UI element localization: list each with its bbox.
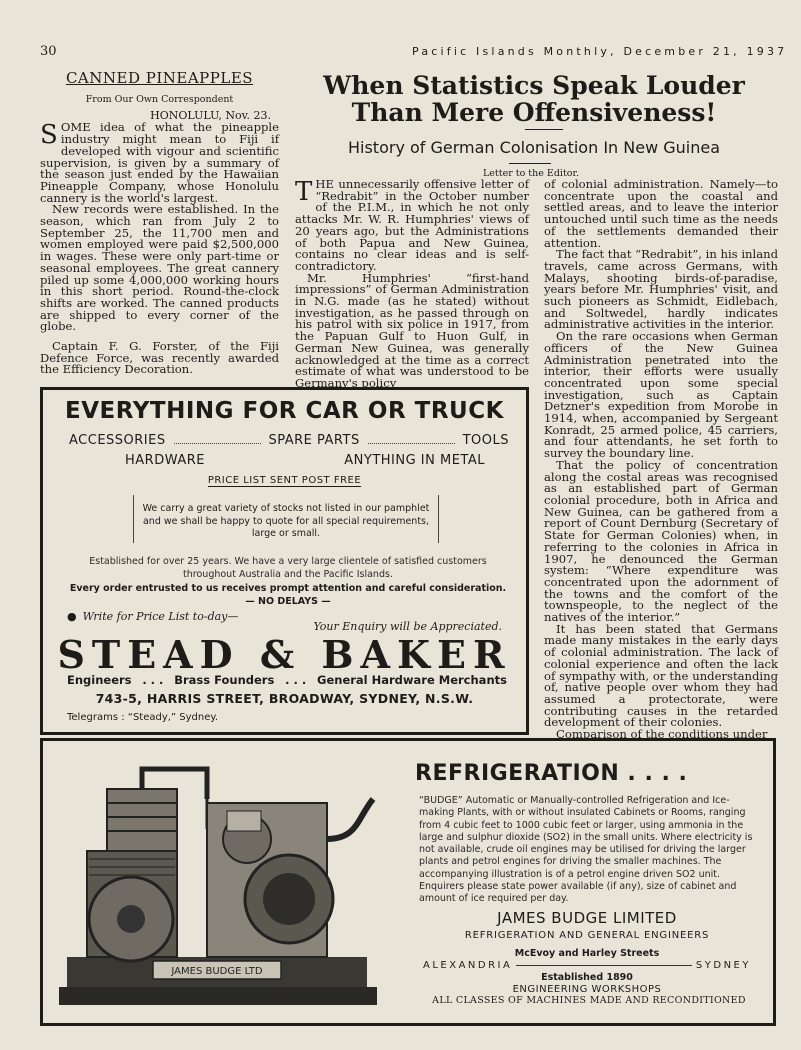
article-paragraph-4: The fact that “Redrabit”, in his inland travels, came across Germans, with Malays, shooting birds-of-paradise, years before Mr. Humphries' visit, and such pioneers as Schmidt, Eidlebach, and Soltwedel, hardly indicates administrative activities in the interior.: [544, 247, 779, 332]
brass-label: Brass Founders: [174, 673, 275, 687]
article-column-2: [544, 179, 778, 741]
stead-baker-ad: [40, 387, 529, 735]
appreciated-line: Your Enquiry will be Appreciated.: [313, 620, 502, 633]
metal-label: ANYTHING IN METAL: [344, 453, 485, 468]
page-number: 30: [40, 44, 57, 59]
ad-product-line-1: [69, 433, 509, 448]
budge-blurb: “BUDGE” Automatic or Manually-controlled Refrigeration and Ice-making Plants, with or without insulated Cabinets or Rooms, ranging from 4 cubic feet to 1000 cubic feet or larger, using ammonia in the large and sulphur dioxide (SO2) in the small units. Where electricity is not available, crude oil engines may be utilised for driving the larger plants and petrol engines for driving the smaller machines. The accompanying illustration is of a petrol engine driven SO2 unit. Enquirers please state power available (if any), size of cabinet and amount of ice required per day.: [419, 795, 753, 905]
no-delays-line: — NO DELAYS —: [245, 595, 331, 607]
ad-headline: EVERYTHING FOR CAR OR TRUCK: [65, 398, 504, 424]
location-line: [419, 960, 755, 971]
accessories-label: ACCESSORIES: [69, 433, 166, 448]
title-rule: [525, 129, 563, 130]
leader-dots: [174, 433, 261, 444]
company-name: JAMES BUDGE LIMITED: [497, 909, 677, 927]
drop-cap: T: [295, 177, 313, 207]
article-title: When Statistics Speak Louder Than Mere Offensiveness!: [323, 71, 745, 127]
masthead: Pacific Islands Monthly, December 21, 1937: [412, 45, 788, 58]
ellipsis: . . .: [142, 673, 164, 687]
hardware-label: HARDWARE: [125, 453, 205, 468]
write-line: ● Write for Price List to-day—: [67, 610, 239, 623]
article-paragraph-7: It has been stated that Germans made many mistakes in the early days of colonial administration. The lack of colonial experience and often the lack of sympathy with, or the understanding of, native people over whom they had assumed a protectorate, were contributing causes in the retarded development of their colonies.: [544, 621, 778, 730]
bullet-icon: ●: [67, 610, 77, 623]
ellipsis: . . .: [285, 673, 307, 687]
spare-parts-label: SPARE PARTS: [268, 433, 360, 448]
engineers-label: Engineers: [67, 673, 132, 687]
pineapples-paragraph-2: New records were established. In the season, which ran from July 2 to September 25, the 11,700 men and women employed were paid $2,500,000 in wages. These were only part-time or seasonal employees. The great cannery piled up some 4,000,000 working hours in this short period. Round-the-clock shifts are worked. The canned products are shipped to every corner of the globe.: [40, 202, 279, 334]
location-dash: [516, 965, 692, 966]
merchants-label: General Hardware Merchants: [317, 673, 507, 687]
article-paragraph-5: On the rare occasions when German officers of the New Guinea Administration penetrated into the interior, their efforts were usually concentrated upon some special investigation, such as Captain Detzner's expedition from Morobe in 1914, when, accompanied by Sergeant Konradt, 25 armed police, 45 carriers, and four attendants, he set forth to survey the boundary line.: [544, 329, 778, 461]
stead-baker-name: STEAD & BAKER: [57, 632, 512, 677]
trades-line: [67, 673, 507, 687]
alexandria-label: ALEXANDRIA: [423, 960, 513, 971]
article-paragraph-2: Mr. Humphries' “first-hand impressions” of German Administration in N.G. made (as he stated) without investigation, as he passed through on his patrol with six police in 1917, from the Papuan Gulf to Huon Gulf, in German New Guinea, was generally acknowledged at the time as a correct estimate of what was understood to be Germany's policy: [295, 270, 529, 390]
stocks-box: We carry a great variety of stocks not listed in our pamphlet and we shall be happy to quote for all special requirements, large or small.: [133, 495, 439, 543]
correspondent-line: From Our Own Correspondent: [85, 94, 234, 105]
established-line: Established 1890: [541, 972, 633, 983]
streets-line: McEvoy and Harley Streets: [514, 948, 660, 959]
engineers-line: REFRIGERATION AND GENERAL ENGINEERS: [464, 930, 710, 941]
article-column-1: [295, 179, 529, 390]
leader-dots: [368, 433, 455, 444]
ad-product-line-2: [125, 453, 485, 468]
article-subtitle: History of German Colonisation In New Guinea: [347, 138, 721, 157]
article-paragraph-1: THE unnecessarily offensive letter of “Redrabit” in the October number of the P.I.M., in which he not only attacks Mr. W. R. Humphries' views of 20 years ago, but the Administrations of both Papua and New Guinea, contains no clear ideas and is self-contradictory.: [295, 177, 529, 273]
tools-label: TOOLS: [462, 433, 510, 448]
every-order-line: Every order entrusted to us receives prompt attention and careful consideration.: [69, 583, 507, 594]
letter-label: Letter to the Editor.: [483, 168, 579, 179]
article-paragraph-8: Comparison of the conditions under: [556, 727, 768, 742]
drop-cap: S: [40, 120, 58, 151]
every-order-text: [63, 583, 513, 608]
subtitle-rule: [509, 163, 551, 164]
nameplate-text: JAMES BUDGE LTD: [171, 966, 263, 977]
workshops-line: ENGINEERING WORKSHOPS: [512, 984, 662, 995]
pineapples-column: [40, 70, 279, 376]
established-text: Established for over 25 years. We have a very large clientele of satisfied customers throughout Australia and the Pacific Islands.: [89, 556, 487, 580]
refrigeration-unit-illustration: [57, 759, 383, 1014]
address-line: 743-5, HARRIS STREET, BROADWAY, SYDNEY, N.S.W.: [95, 691, 474, 706]
pineapples-paragraph-1: SOME idea of what the pineapple industry might mean to Fiji if developed with vigour and scientific supervision, is given by a summary of the season just ended by the Hawaiian Pineapple Company, whose Honolulu cannery is the world's largest.: [40, 120, 279, 205]
dateline: HONOLULU, Nov. 23.: [150, 108, 271, 122]
forster-note: Captain F. G. Forster, of the Fiji Defence Force, was recently awarded the Efficiency Decoration.: [40, 339, 279, 377]
telegrams-line: Telegrams : “Steady,” Sydney.: [67, 712, 219, 723]
article-paragraph-3: of colonial administration. Namely—to concentrate upon the coastal and settled areas, and to leave the interior untouched until such time as the needs of the settlements demanded their attention.: [544, 177, 778, 250]
price-list-line: PRICE LIST SENT POST FREE: [207, 475, 362, 486]
all-classes-line: ALL CLASSES OF MACHINES MADE AND RECONDITIONED: [432, 995, 746, 1006]
pineapples-heading: CANNED PINEAPPLES: [65, 69, 254, 87]
article-paragraph-6: That the policy of concentration along the costal areas was recognised as an established part of German colonial procedure, both in Africa and New Guinea, can be gathered from a report of Count Dernburg (Secretary of State for German Colonies) when, in referring to the colonies in Africa in 1907, he denounced the German system: “Where expenditure was concentrated upon the adornment of the towns and the comfort of the townspeople, to the neglect of the natives of the interior.”: [544, 457, 778, 625]
james-budge-ad: [40, 738, 776, 1026]
refrigeration-headline: REFRIGERATION . . . .: [415, 761, 688, 786]
sydney-label: SYDNEY: [695, 960, 751, 971]
